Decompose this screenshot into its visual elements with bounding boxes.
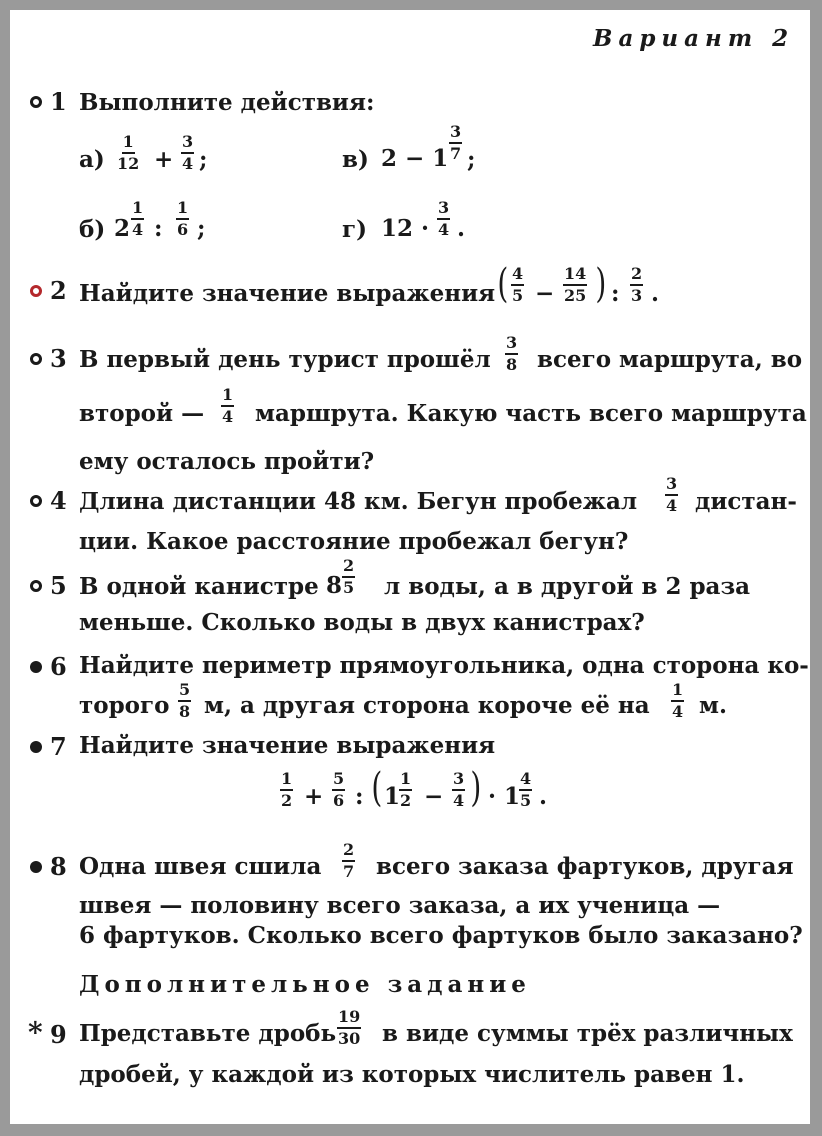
task-text: Найдите значение выражения: [79, 280, 496, 307]
punctuation: ;: [467, 146, 476, 173]
paren-close: ): [595, 261, 607, 307]
item-label: г): [342, 216, 367, 243]
task-text: второй —: [79, 400, 205, 427]
task-text: ему осталось пройти?: [79, 448, 375, 475]
task-number: 2: [50, 276, 67, 305]
item-label: б): [79, 216, 106, 243]
operator: :: [154, 215, 163, 242]
task-text: швея — половину всего заказа, а их ученица —: [79, 892, 721, 919]
section-title: Дополнительное задание: [79, 971, 531, 998]
fraction: $\frac{1}{12}$: [117, 132, 140, 173]
punctuation: .: [539, 783, 548, 810]
task-number: 6: [50, 652, 67, 681]
fraction: $\frac{4}{5}$: [512, 264, 524, 305]
task-text: всего заказа фартуков, другая: [376, 853, 794, 880]
task-marker-open: [30, 96, 42, 108]
task-text: Представьте дробь: [79, 1020, 337, 1047]
task-number: 1: [50, 87, 67, 116]
operator: :: [355, 783, 364, 810]
task-text: торого: [79, 692, 170, 719]
task-text: дробей, у каждой из которых числитель равен 1.: [79, 1061, 745, 1088]
task-text: меньше. Сколько воды в двух канистрах?: [79, 609, 645, 636]
task-number: 7: [50, 732, 67, 761]
fraction: $\frac{1}{6}$: [177, 198, 189, 239]
task-text: В первый день турист прошёл: [79, 346, 491, 373]
task-number: 3: [50, 344, 67, 373]
task-text: Найдите периметр прямоугольника, одна сторона ко-: [79, 652, 809, 679]
task-text: м, а другая сторона короче её на: [204, 692, 650, 719]
task-text: м.: [699, 692, 727, 719]
fraction: $\frac{14}{25}$: [564, 264, 587, 305]
fraction: $\frac{3}{8}$: [506, 333, 518, 374]
fraction: $\frac{1}{4}$: [222, 385, 234, 426]
fraction: $\frac{19}{30}$: [338, 1007, 361, 1048]
whole-part: 1: [384, 783, 401, 810]
whole-part: 8: [326, 572, 343, 599]
task-marker-filled: [30, 741, 42, 753]
task-text: всего маршрута, во: [537, 346, 803, 373]
task-text: Длина дистанции 48 км. Бегун пробежал: [79, 488, 638, 515]
whole-part: 2: [114, 215, 131, 242]
fraction: $\frac{3}{7}$: [450, 122, 462, 163]
operator: :: [611, 280, 620, 307]
fraction: $\frac{3}{4}$: [453, 769, 465, 810]
punctuation: ;: [197, 215, 206, 242]
task-text: маршрута. Какую часть всего маршрута: [255, 400, 807, 427]
fraction: $\frac{2}{3}$: [631, 264, 643, 305]
task-marker-open: [30, 353, 42, 365]
worksheet-page: [10, 10, 810, 1124]
task-number: 9: [50, 1020, 67, 1049]
task-text: в виде суммы трёх различных: [382, 1020, 793, 1047]
fraction: $\frac{2}{7}$: [343, 840, 355, 881]
task-text: ции. Какое расстояние пробежал бегун?: [79, 528, 629, 555]
paren-open: (: [497, 261, 509, 307]
operator: −: [535, 280, 555, 307]
task-number: 4: [50, 486, 67, 515]
fraction: $\frac{5}{8}$: [179, 680, 191, 721]
fraction: $\frac{3}{4}$: [666, 474, 678, 515]
task-text: Выполните действия:: [79, 89, 375, 116]
operator: ·: [488, 783, 497, 810]
fraction: $\frac{5}{6}$: [333, 769, 345, 810]
whole-part: 1: [504, 783, 521, 810]
task-marker-filled: [30, 661, 42, 673]
punctuation: .: [457, 215, 466, 242]
operator: −: [424, 783, 444, 810]
task-text: Найдите значение выражения: [79, 732, 496, 759]
task-star-marker: *: [28, 1016, 43, 1049]
task-marker-open: [30, 495, 42, 507]
fraction: $\frac{2}{5}$: [343, 556, 355, 597]
paren-open: (: [371, 765, 383, 811]
task-text: Одна швея сшила: [79, 853, 322, 880]
fraction: $\frac{1}{2}$: [400, 769, 412, 810]
task-text: л воды, а в другой в 2 раза: [384, 573, 751, 600]
task-number: 5: [50, 571, 67, 600]
task-marker-filled: [30, 861, 42, 873]
task-text: дистан-: [695, 488, 797, 515]
task-number: 8: [50, 852, 67, 881]
item-label: в): [342, 146, 369, 173]
fraction: $\frac{1}{2}$: [281, 769, 293, 810]
variant-title: Вариант 2: [593, 25, 795, 52]
fraction: $\frac{3}{4}$: [182, 132, 194, 173]
paren-close: ): [470, 765, 482, 811]
task-text: В одной канистре: [79, 573, 319, 600]
task-marker-open: [30, 580, 42, 592]
fraction: $\frac{1}{4}$: [132, 198, 144, 239]
fraction: $\frac{4}{5}$: [520, 769, 532, 810]
fraction: $\frac{1}{4}$: [672, 680, 684, 721]
expression-lead: 2 − 1: [381, 145, 449, 172]
punctuation: .: [651, 280, 660, 307]
punctuation: ;: [199, 146, 208, 173]
operator: +: [154, 146, 174, 173]
fraction: $\frac{3}{4}$: [438, 198, 450, 239]
task-marker-red: [30, 285, 42, 297]
item-label: а): [79, 146, 105, 173]
expression-lead: 12 ·: [381, 215, 430, 242]
task-text: 6 фартуков. Сколько всего фартуков было заказано?: [79, 922, 803, 949]
operator: +: [304, 783, 324, 810]
